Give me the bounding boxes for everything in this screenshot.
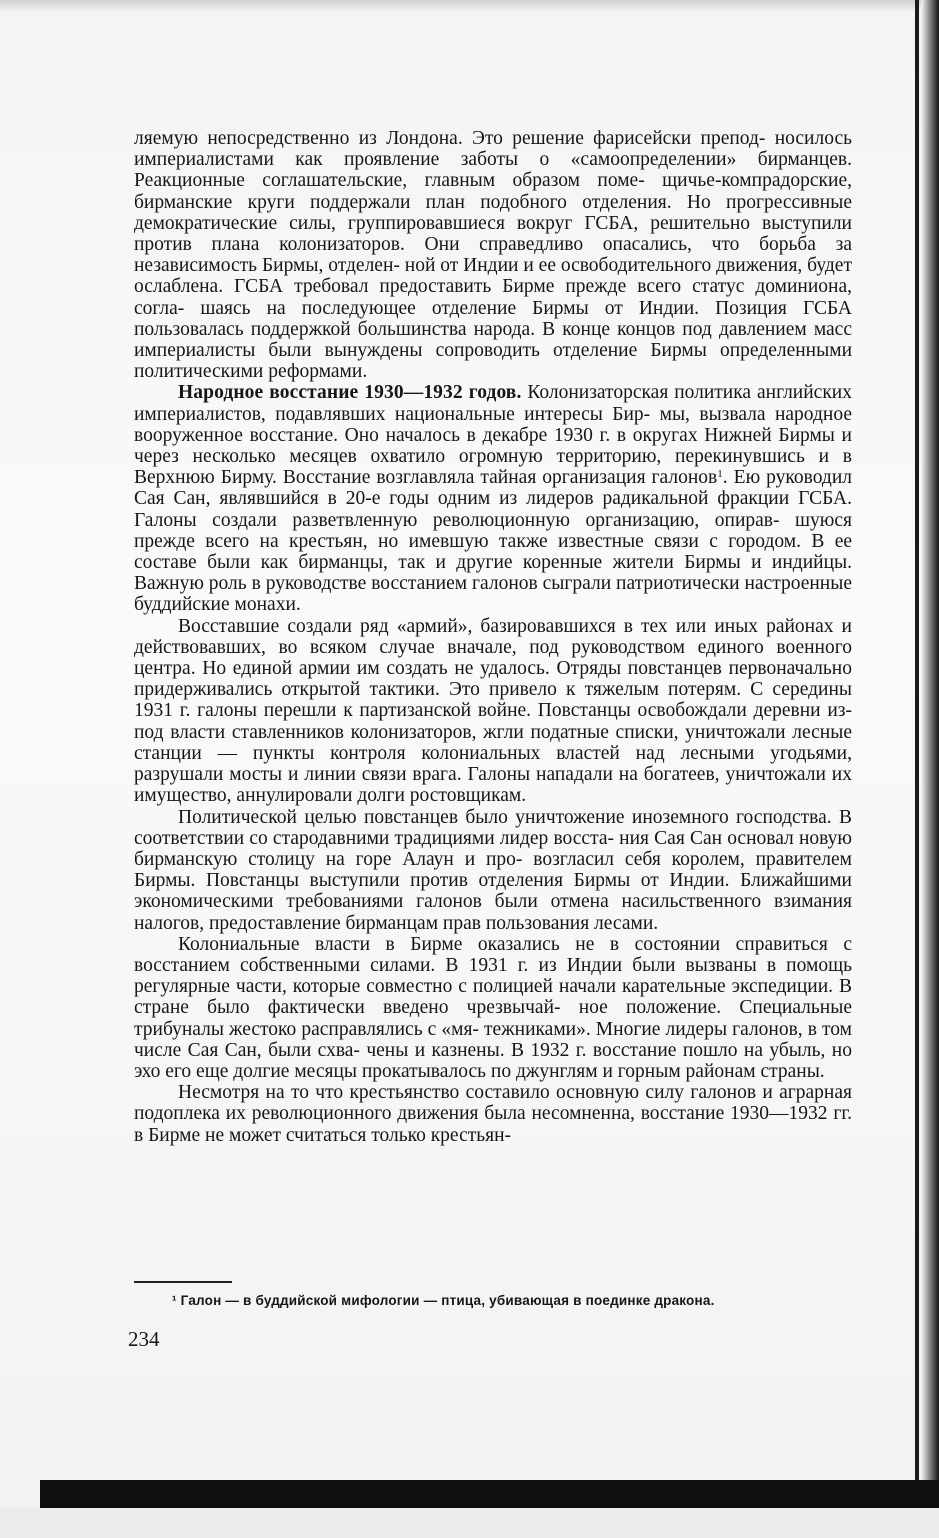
- page-bottom-margin: [0, 1508, 939, 1538]
- page-right-edge-shadow: [921, 0, 939, 1538]
- section-heading: Народное восстание 1930—1932 годов.: [178, 382, 522, 404]
- paragraph-3-text: Восставшие создали ряд «армий», базировавшихся в тех или иных районах и действовавших, во всяком случае вначале, под руководством единого военного центра. Но единой армии им создать не удалось. Отряды повстанцев первоначально придерживались открытой тактики. Это привело к тяжелым потерям. С середины 1931 г. галоны перешли к партизанской войне. Повстанцы освобождали деревни из-под власти ставленников колонизаторов, жгли податные списки, уничтожали лесные станции — пункты контроля колониальных властей над лесными угодьями, разрушали мосты и линии связи врага. Галоны нападали на богатеев, уничтожали их имущество, аннулировали долги ростовщикам.: [134, 615, 852, 807]
- body-text: [134, 128, 852, 1146]
- paragraph-4-text: Политической целью повстанцев было уничтожение иноземного господства. В соответствии со стародавними традициями лидер восста- ния Сая Сан основал новую бирманскую столицу на горе Алаун и про- возгласил себя королем, правителем Бирмы. Повстанцы выступили против отделения Бирмы от Индии. Ближайшими экономическими требованиями галонов были отмена насильственного взимания налогов, предоставление бирманцам прав пользования лесами.: [134, 806, 852, 934]
- paragraph-2-text: Колонизаторская политика английских империалистов, подавлявших национальные интересы Бир- мы, вызвала народное вооруженное восстание. Оно началось в декабре 1930 г. в округах Нижней Бирмы и через несколько месяцев охватило огромную территорию, перекинувшись и в Верхнюю Бирму. Восстание возглавляла тайная организация галонов: [134, 382, 852, 489]
- paragraph-6-text: Несмотря на то что крестьянство составило основную силу галонов и аграрная подоплека их революционного движения была несомненна, восстание 1930—1932 гг. в Бирме не может считаться только крестьян-: [134, 1082, 852, 1146]
- paragraph-1-text: ляемую непосредственно из Лондона. Это решение фарисейски препод- носилось империалистами как проявление заботы о «самоопределении» бирманцев. Реакционные соглашательские, главным образом поме- щичье-компрадорские, бирманские круги поддержали план подобного отделения. Но прогрессивные демократические силы, группировавшиеся вокруг ГСБА, решительно выступили против плана колонизаторов. Они справедливо опасались, что борьба за независимость Бирмы, отделен- ной от Индии и ее освободительного движения, будет ослаблена. ГСБА требовал предоставить Бирме прежде всего статус доминиона, согла- шаясь на последующее отделение Бирмы от Индии. Позиция ГСБА пользовалась поддержкой большинства народа. В конце концов под давлением масс империалисты были вынуждены сопроводить отделение Бирмы определенными политическими реформами.: [134, 128, 852, 383]
- page-top-edge-shadow: [0, 0, 939, 12]
- paragraph-5-text: Колониальные власти в Бирме оказались не в состоянии справиться с восстанием собственными силами. В 1931 г. из Индии были вызваны в помощь регулярные части, которые совместно с полицией начали карательные экспедиции. В стране было фактически введено чрезвычай- ное положение. Специальные трибуналы жестоко расправлялись с «мя- тежниками». Многие лидеры галонов, в том числе Сая Сан, были схва- чены и казнены. В 1932 г. восстание пошло на убыль, но эхо его еще долгие месяцы прокатывалось по джунглям и горным районам страны.: [134, 933, 852, 1082]
- footnote: ¹ Галон — в буддийской мифологии — птица, убивающая в поединке дракона.: [172, 1293, 715, 1308]
- paragraph-3: [134, 616, 852, 807]
- footnote-divider: [134, 1281, 232, 1283]
- paragraph-4: [134, 807, 852, 934]
- paragraph-1: [134, 128, 852, 382]
- page-number: 234: [128, 1327, 160, 1351]
- paragraph-5: [134, 934, 852, 1082]
- paragraph-6: [134, 1082, 852, 1146]
- paragraph-2: [134, 382, 852, 615]
- page-right-edge-line: [915, 0, 919, 1480]
- page-bottom-edge-shadow: [40, 1480, 939, 1508]
- paragraph-2-text-after: . Ею руководил Сая Сан, являвшийся в 20-е годы одним из лидеров радикальной фракции ГСБА. Галоны создали разветвленную революционную организацию, опирав- шуюся прежде всего на крестьян, но имевшую также известные связи с городом. В ее составе были как бирманцы, так и другие коренные жители Бирмы и индийцы. Важную роль в руководстве восстанием галонов сыграли патриотически настроенные буддийские монахи.: [134, 467, 852, 616]
- footnote-reference[interactable]: 1: [717, 468, 723, 481]
